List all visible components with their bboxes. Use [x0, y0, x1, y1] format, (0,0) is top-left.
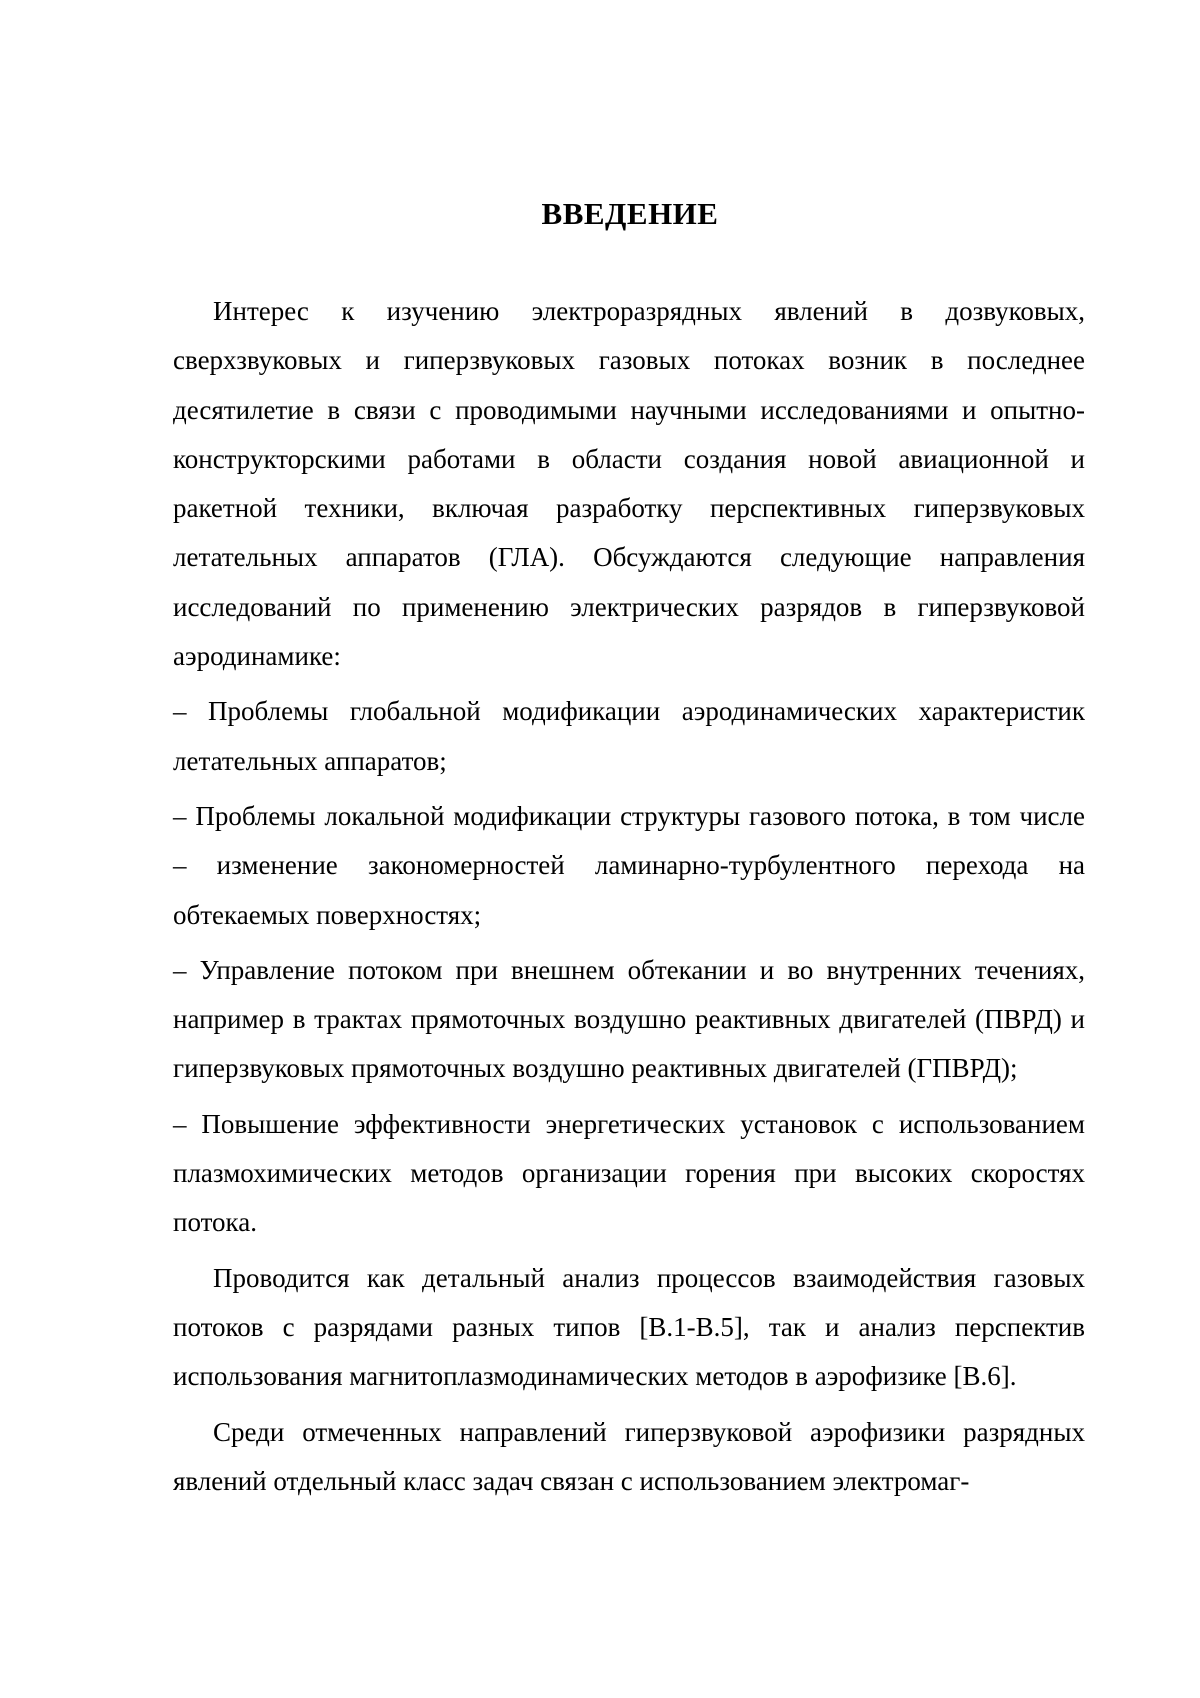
list-item-global-modification: – Проблемы глобальной модификации аэродинамических характеристик летательных аппаратов;: [173, 696, 1085, 776]
document-body: [173, 287, 1085, 1506]
paragraph-directions: Среди отмеченных направлений гиперзвуковой аэрофизики разрядных явлений отдельный класс задач связан с использованием электромаг-: [173, 1416, 1085, 1496]
paragraph-analysis: Проводится как детальный анализ процессов взаимодействия газовых потоков с разрядами разных типов [В.1-В.5], так и анализ перспектив использования магнитоплазмодинамических методов в аэрофизике [В.6].: [173, 1262, 1085, 1392]
list-item-efficiency: – Повышение эффективности энергетических установок с использованием плазмохимических методов организации горения при высоких скоростях потока.: [173, 1108, 1085, 1238]
page-title: ВВЕДЕНИЕ: [541, 196, 719, 231]
list-item-local-modification: – Проблемы локальной модификации структуры газового потока, в том числе – изменение закономерностей ламинарно-турбулентного перехода на обтекаемых поверхностях;: [173, 800, 1085, 930]
paragraph-intro: Интерес к изучению электроразрядных явлений в дозвуковых, сверхзвуковых и гиперзвуковых газовых потоках возник в последнее десятилетие в связи с проводимыми научными исследованиями и опытно-конструкторскими работами в области создания новой авиационной и ракетной техники, включая разработку перспективных гиперзвуковых летательных аппаратов (ГЛА). Обсуждаются следующие направления исследований по применению электрических разрядов в гиперзвуковой аэродинамике:: [173, 296, 1085, 672]
list-item-flow-control: – Управление потоком при внешнем обтекании и во внутренних течениях, например в трактах прямоточных воздушно реактивных двигателей (ПВРД) и гиперзвуковых прямоточных воздушно реактивных двигателей (ГПВРД);: [173, 954, 1085, 1084]
